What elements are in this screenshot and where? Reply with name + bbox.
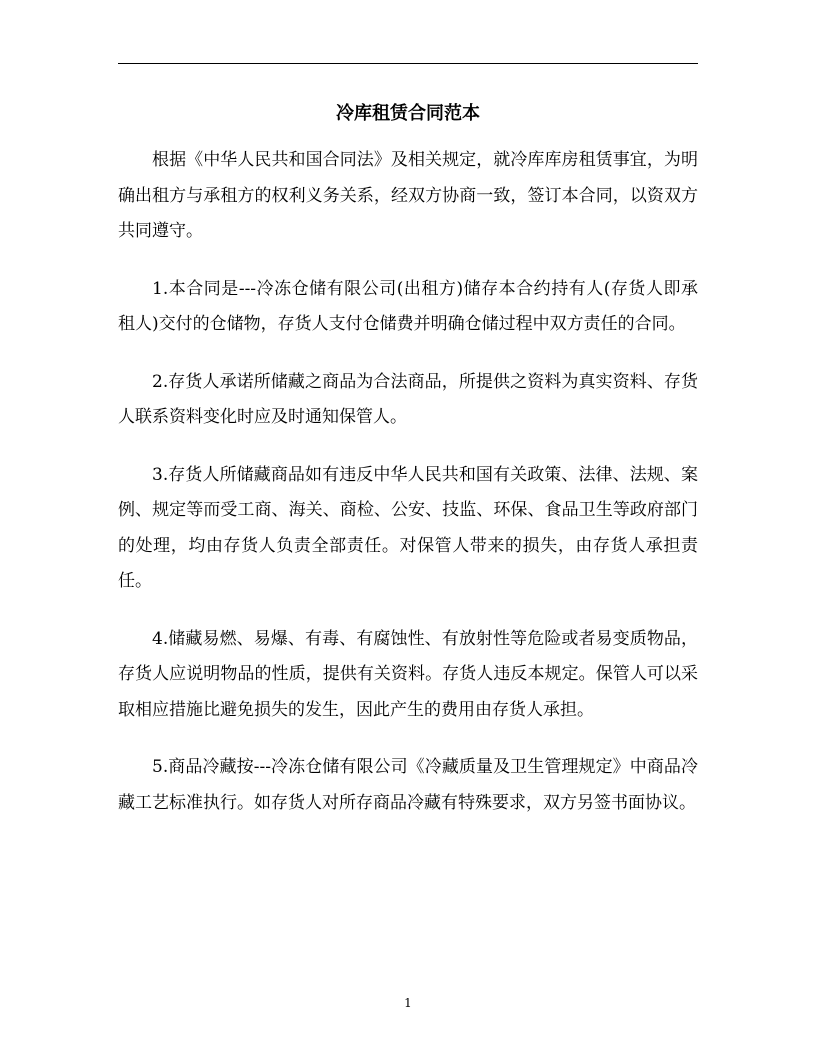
page-number: 1 (404, 996, 412, 1010)
paragraph-clause-2: 2.存货人承诺所储藏之商品为合法商品，所提供之资料为真实资料、存货人联系资料变化时应及时通知保管人。 (118, 371, 698, 427)
paragraph-intro: 根据《中华人民共和国合同法》及相关规定，就冷库库房租赁事宜，为明确出租方与承租方的权利义务关系，经双方协商一致，签订本合同，以资双方共同遵守。 (118, 150, 698, 241)
document-title: 冷库租赁合同范本 (336, 103, 480, 124)
paragraph-clause-3: 3.存货人所储藏商品如有违反中华人民共和国有关政策、法律、法规、案例、规定等而受工商、海关、商检、公安、技监、环保、食品卫生等政府部门的处理，均由存货人负责全部责任。对保管人带来的损失，由存货人承担责任。 (118, 464, 698, 591)
header-rule (118, 63, 698, 64)
paragraph-clause-5: 5.商品冷藏按---冷冻仓储有限公司《冷藏质量及卫生管理规定》中商品冷藏工艺标准执行。如存货人对所存商品冷藏有特殊要求，双方另签书面协议。 (118, 757, 698, 813)
paragraph-clause-1: 1.本合同是---冷冻仓储有限公司(出租方)储存本合约持有人(存货人即承租人)交付的仓储物，存货人支付仓储费并明确仓储过程中双方责任的合同。 (118, 278, 698, 334)
paragraph-clause-4: 4.储藏易燃、易爆、有毒、有腐蚀性、有放射性等危险或者易变质物品，存货人应说明物品的性质，提供有关资料。存货人违反本规定。保管人可以采取相应措施比避免损失的发生，因此产生的费用由存货人承担。 (118, 628, 698, 720)
document-body (118, 143, 698, 843)
